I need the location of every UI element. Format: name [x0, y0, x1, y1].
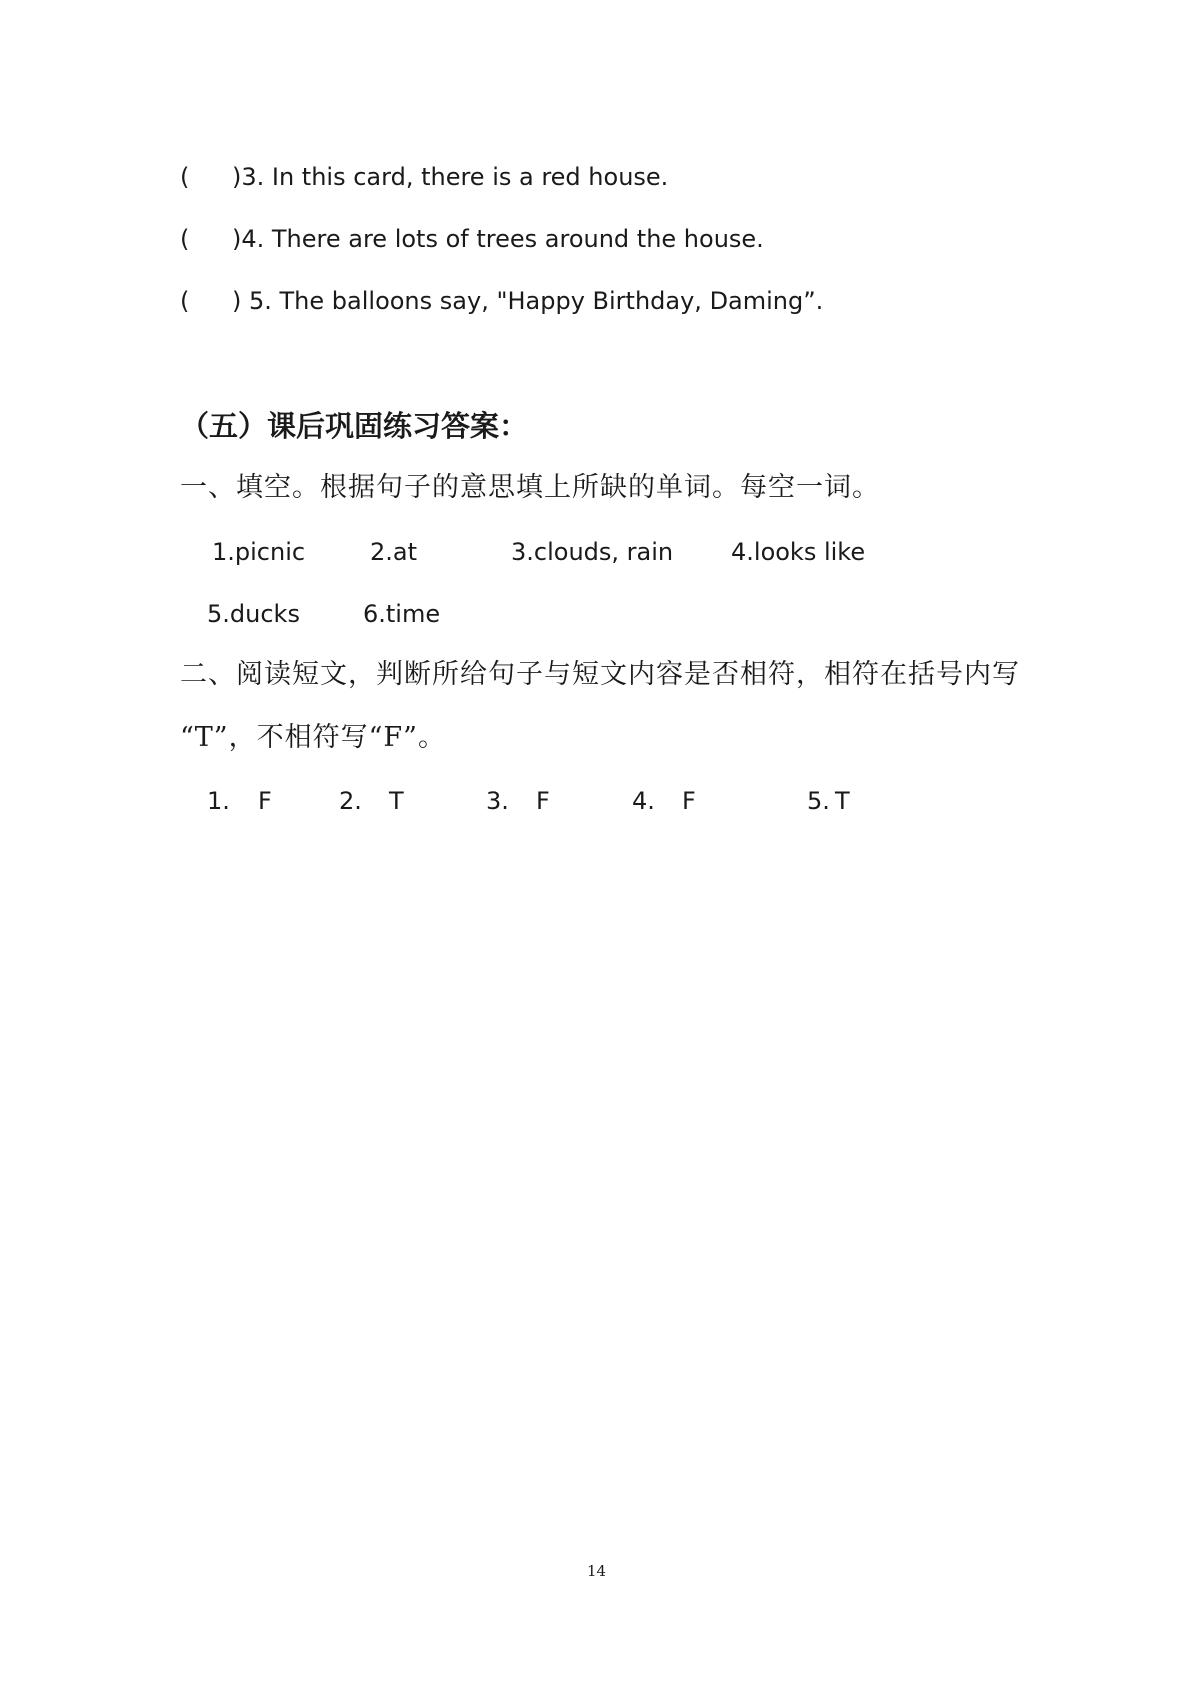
answer-number: 4.	[632, 787, 655, 815]
question-text: )4. There are lots of trees around the house.	[232, 225, 764, 253]
part2-instruction-line1: 二、阅读短文，判断所给句子与短文内容是否相符，相符在括号内写	[180, 659, 1020, 690]
answer-value: F	[258, 787, 272, 815]
answer-item: 6.time	[363, 600, 441, 628]
answer-number: 2.	[339, 787, 362, 815]
question-text: )3. In this card, there is a red house.	[232, 163, 669, 191]
answer-item: 3.clouds, rain	[511, 538, 674, 566]
answer-value: F	[536, 787, 550, 815]
answer-value: F	[682, 787, 696, 815]
answer-number: 3.	[486, 787, 509, 815]
question-text: ) 5. The balloons say, "Happy Birthday, Daming”.	[232, 287, 824, 315]
part2-instruction-line2: “T”，不相符写“F”。	[180, 722, 446, 753]
answer-item: 5.ducks	[207, 600, 300, 628]
answer-item: 1.picnic	[212, 538, 306, 566]
answer-item: 2.at	[370, 538, 418, 566]
answer-paren-open: (	[180, 287, 190, 315]
answer-value: T	[389, 787, 404, 815]
part1-instruction: 一、填空。根据句子的意思填上所缺的单词。每空一词。	[180, 472, 880, 503]
answer-value: T	[835, 787, 850, 815]
answer-item: 4.looks like	[731, 538, 866, 566]
answer-section-heading: （五）课后巩固练习答案：	[180, 409, 529, 443]
answer-paren-open: (	[180, 163, 190, 191]
answer-number: 1.	[207, 787, 230, 815]
answer-paren-open: (	[180, 225, 190, 253]
page-number: 14	[587, 1562, 607, 1580]
answer-number: 5.	[807, 787, 830, 815]
